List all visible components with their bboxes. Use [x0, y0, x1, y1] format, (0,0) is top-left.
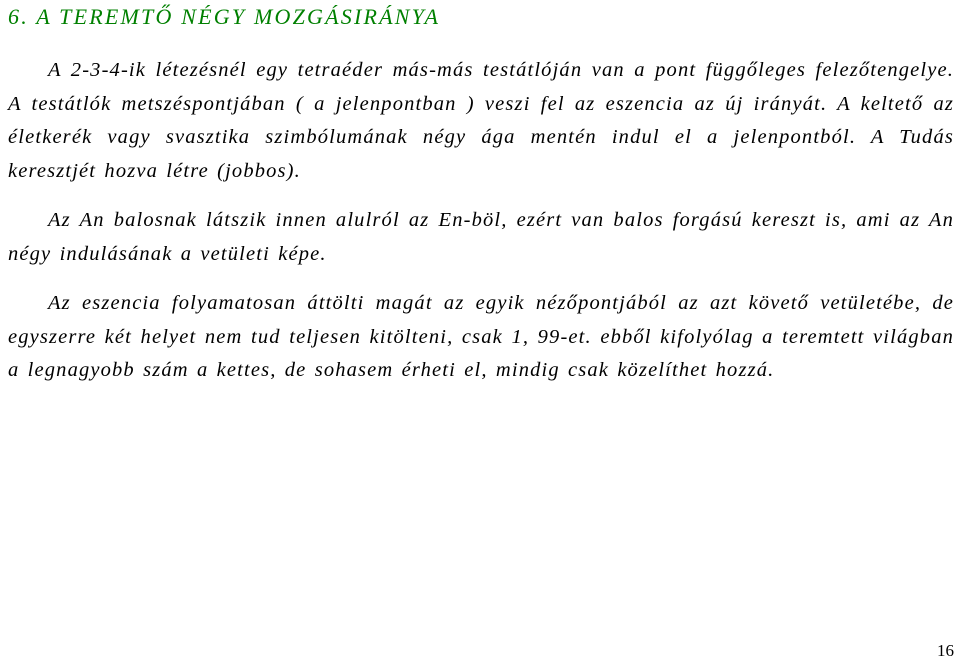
body-text	[8, 54, 954, 404]
paragraph-1: A 2-3-4-ik létezésnél egy tetraéder más-más testátlóján van a pont függőleges felezőtengelye. A testátlók metszéspontjában ( a jelenpontban ) veszi fel az eszencia az új irányát. A keltető az életkerék vagy svasztika szimbólumának négy ága mentén indul el a jelenpontból. A Tudás keresztjét hozva létre (jobbos).	[8, 59, 954, 182]
section-heading: 6. A TEREMTŐ NÉGY MOZGÁSIRÁNYA	[8, 4, 441, 29]
paragraph-3: Az eszencia folyamatosan áttölti magát az egyik nézőpontjából az azt követő vetületébe, de egyszerre két helyet nem tud teljesen kitölteni, csak 1, 99-et. ebből kifolyólag a teremtett világban a legnagyobb szám a kettes, de sohasem érheti el, mindig csak közelíthet hozzá.	[8, 292, 954, 381]
page-number: 16	[937, 641, 954, 660]
paragraph-2: Az An balosnak látszik innen alulról az En-böl, ezért van balos forgású kereszt is, ami az An négy indulásának a vetületi képe.	[8, 209, 954, 265]
